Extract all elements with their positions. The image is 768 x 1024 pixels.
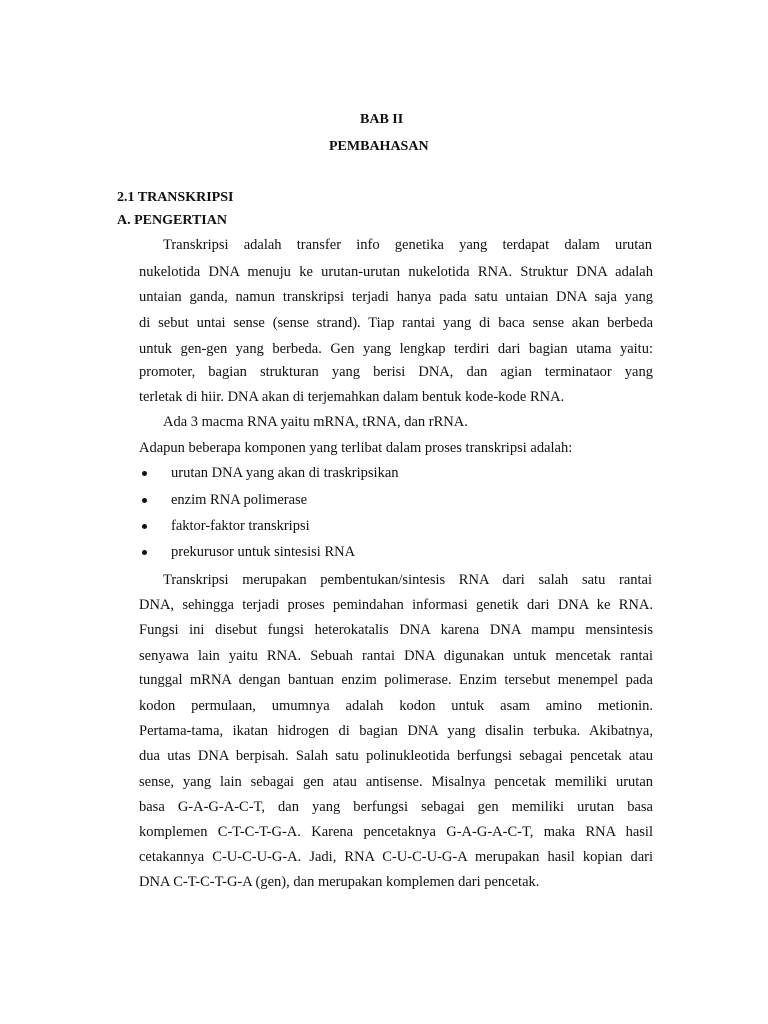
para4-last-line: DNA C-T-C-T-G-A (gen), dan merupakan komplemen dari pencetak. (139, 874, 540, 890)
para1-line: untuk gen-gen yang berbeda. Gen yang lengkap terdiri dari bagian utama yaitu: (139, 341, 653, 357)
para4-line: Fungsi ini disebut fungsi heterokatalis DNA karena DNA mampu mensintesis (139, 622, 653, 638)
section-heading: 2.1 TRANSKRIPSI (117, 190, 234, 205)
para1-line: promoter, bagian strukturan yang berisi DNA, dan agian terminataor yang (139, 364, 653, 380)
bullet-icon (142, 524, 147, 529)
para1-line: untaian ganda, namun transkripsi terjadi hanya pada satu untaian DNA saja yang (139, 289, 653, 305)
list-item-text: faktor-faktor transkripsi (171, 518, 310, 534)
bullet-icon (142, 498, 147, 503)
bullet-icon (142, 550, 147, 555)
para4-line: senyawa lain yaitu RNA. Sebuah rantai DNA digunakan untuk mencetak rantai (139, 648, 653, 664)
chapter-title: PEMBAHASAN (329, 139, 429, 154)
para4-line: Pertama-tama, ikatan hidrogen di bagian DNA yang disalin terbuka. Akibatnya, (139, 723, 653, 739)
para1-line: di sebut untai sense (sense strand). Tiap rantai yang di baca sense akan berbeda (139, 315, 653, 331)
para4-line: dua utas DNA berpisah. Salah satu polinukleotida berfungsi sebagai pencetak atau (139, 748, 653, 764)
chapter-label: BAB II (360, 112, 404, 127)
para3: Adapun beberapa komponen yang terlibat dalam proses transkripsi adalah: (139, 440, 573, 456)
list-item-text: urutan DNA yang akan di traskripsikan (171, 465, 399, 481)
para1-line: nukelotida DNA menuju ke urutan-urutan nukelotida RNA. Struktur DNA adalah (139, 264, 653, 280)
list-item-text: enzim RNA polimerase (171, 492, 308, 508)
para2: Ada 3 macma RNA yaitu mRNA, tRNA, dan rRNA. (163, 414, 468, 430)
list-item-text: prekurusor untuk sintesisi RNA (171, 544, 356, 560)
para4-line: sense, yang lain sebagai gen atau antisense. Misalnya pencetak memiliki urutan (139, 774, 653, 790)
para4-line: komplemen C-T-C-T-G-A. Karena pencetaknya G-A-G-A-C-T, maka RNA hasil (139, 824, 653, 840)
para4-line: cetakannya C-U-C-U-G-A. Jadi, RNA C-U-C-U-G-A merupakan hasil kopian dari (139, 849, 653, 865)
para1-last-line: terletak di hiir. DNA akan di terjemahkan dalam bentuk kode-kode RNA. (139, 389, 565, 405)
bullet-icon (142, 471, 147, 476)
subsection-heading: A. PENGERTIAN (117, 213, 227, 228)
para4-line: Transkripsi merupakan pembentukan/sintesis RNA dari salah satu rantai (163, 572, 652, 588)
para4-line: tunggal mRNA dengan bantuan enzim polimerase. Enzim tersebut menempel pada (139, 672, 653, 688)
para1-line: Transkripsi adalah transfer info genetika yang terdapat dalam urutan (163, 237, 652, 253)
para4-line: DNA, sehingga terjadi proses pemindahan informasi genetik dari DNA ke RNA. (139, 597, 653, 613)
para4-line: basa G-A-G-A-C-T, dan yang berfungsi sebagai gen memiliki urutan basa (139, 799, 653, 815)
para4-line: kodon permulaan, umumnya adalah kodon untuk asam amino metionin. (139, 698, 653, 714)
